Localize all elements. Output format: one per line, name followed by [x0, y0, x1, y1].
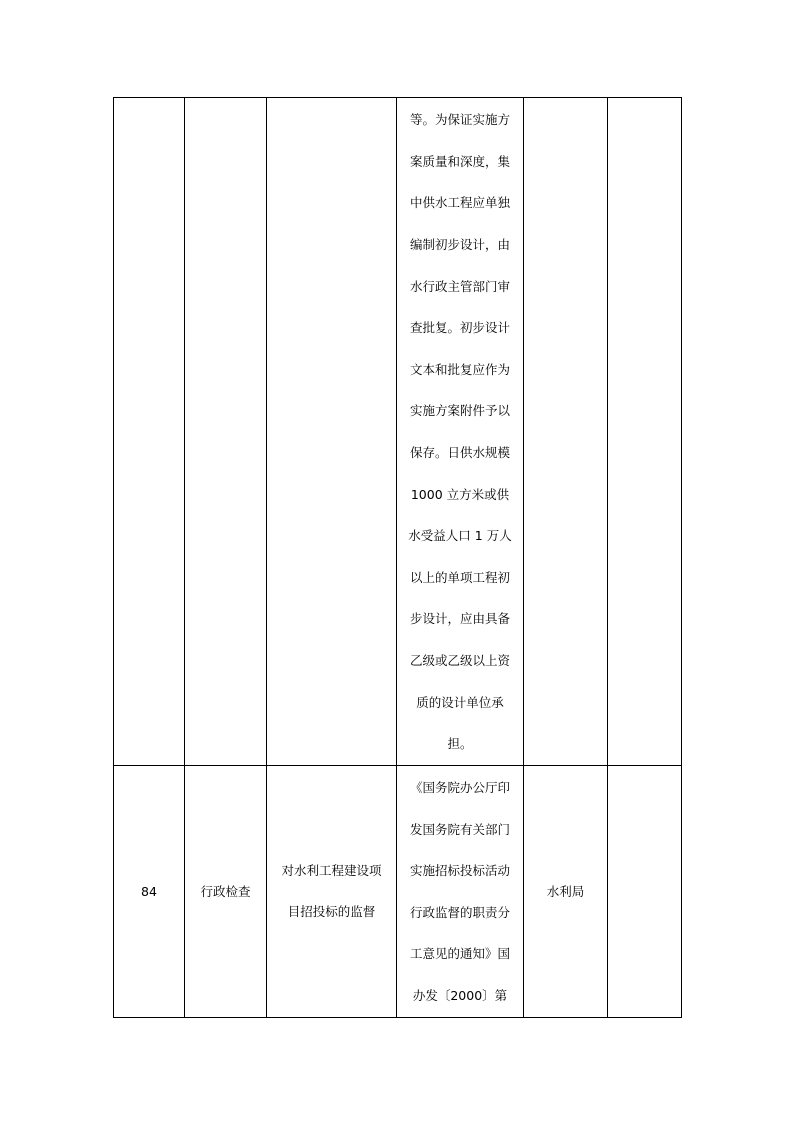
- remark-cell: [608, 98, 682, 766]
- basis-line: 以上的单项工程初: [409, 569, 510, 585]
- item-text: [267, 850, 396, 932]
- department-cell: [524, 766, 608, 1018]
- basis-line: 实施招标投标活动: [409, 863, 510, 879]
- basis-line: 乙级或乙级以上资: [409, 652, 510, 668]
- basis-line: 行政监督的职责分: [409, 904, 510, 920]
- basis-line: 担。: [447, 736, 473, 752]
- category-text: 行政检查: [200, 884, 251, 900]
- basis-line: 水行政主管部门审: [409, 278, 510, 294]
- basis-line: 工意见的通知》国: [409, 946, 510, 962]
- table-row-continuation: [114, 98, 682, 766]
- basis-line: 《国务院办公厅印: [409, 780, 510, 795]
- basis-line: 文本和批复应作为: [409, 361, 510, 377]
- no-cell: [114, 98, 185, 766]
- basis-line: 办发〔2000〕第: [412, 987, 508, 1003]
- category-cell: [185, 98, 267, 766]
- basis-line: 案质量和深度，集: [409, 153, 510, 169]
- basis-line: 发国务院有关部门: [409, 821, 510, 837]
- basis-line: 等。为保证实施方: [409, 112, 510, 128]
- basis-line: 水受益人口 1 万人: [408, 528, 512, 544]
- basis-line: 步设计，应由具备: [409, 611, 510, 627]
- remark-cell: [608, 766, 682, 1018]
- item-table: [113, 97, 682, 1018]
- item-line: 目招投标的监督: [287, 904, 376, 920]
- department-cell: [524, 98, 608, 766]
- item-cell: [267, 98, 397, 766]
- basis-line: 保存。日供水规模: [409, 445, 510, 460]
- no-cell: [114, 766, 185, 1018]
- basis-line: 实施方案附件予以: [409, 403, 510, 419]
- basis-line: 查批复。初步设计: [409, 320, 510, 336]
- item-cell: [267, 766, 397, 1018]
- basis-line: 中供水工程应单独: [409, 195, 510, 211]
- basis-text: [397, 98, 523, 765]
- basis-text: [397, 766, 523, 1017]
- basis-line: 1000 立方米或供: [410, 486, 510, 502]
- basis-line: 质的设计单位承: [416, 694, 504, 710]
- basis-cell: [397, 98, 524, 766]
- row-number: 84: [141, 883, 157, 899]
- item-line: 对水利工程建设项: [281, 863, 382, 879]
- basis-line: 编制初步设计，由: [409, 237, 510, 253]
- table-row-84: [114, 766, 682, 1018]
- department-text: 水利局: [546, 884, 585, 900]
- category-cell: [185, 766, 267, 1018]
- basis-cell: [397, 766, 524, 1018]
